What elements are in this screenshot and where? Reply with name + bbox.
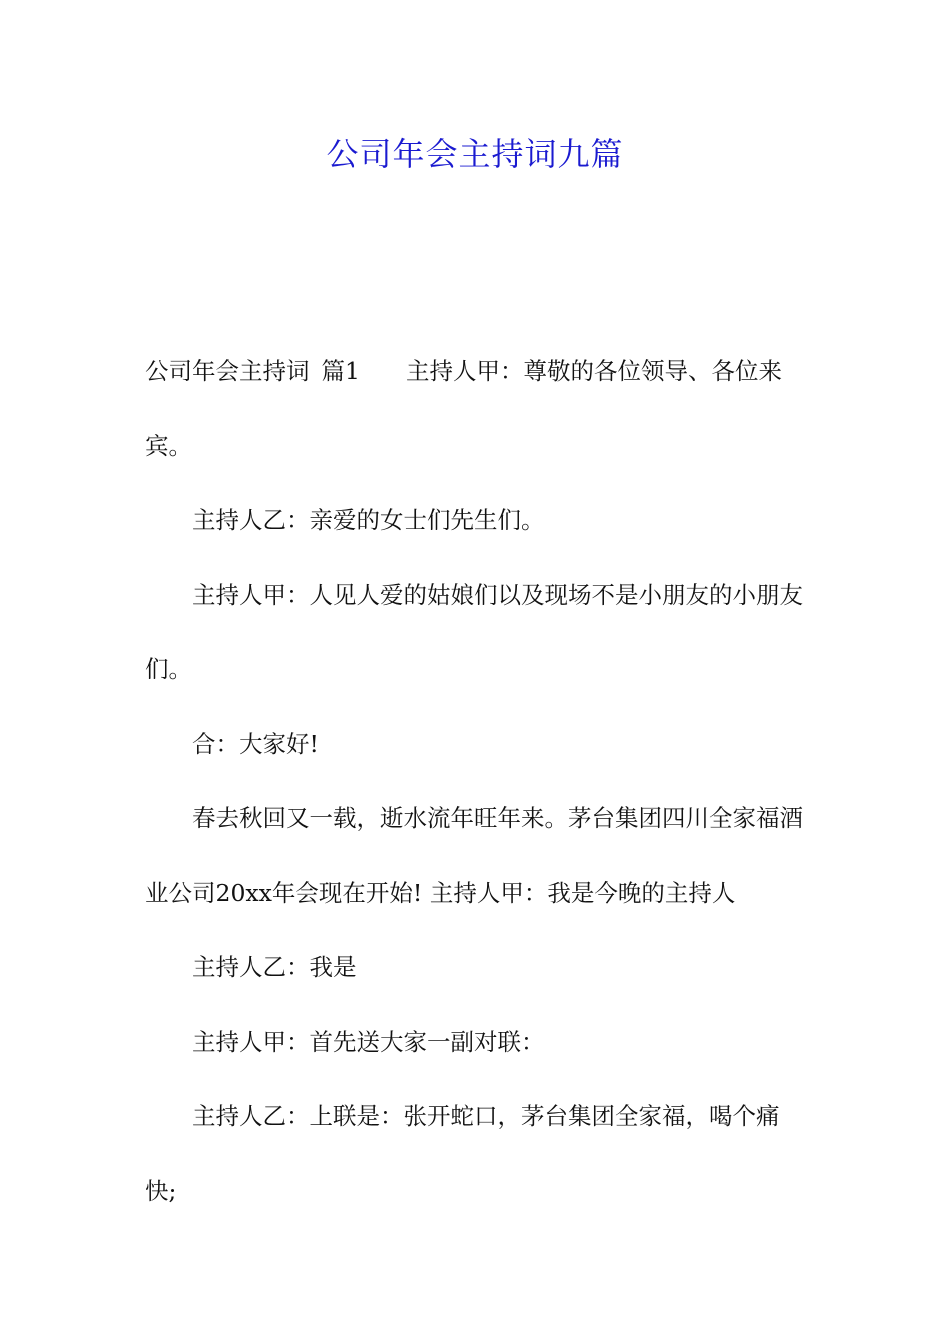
section-number: 篇1 bbox=[321, 357, 360, 385]
paragraph: 主持人乙：亲爱的女士们先生们。 bbox=[192, 506, 545, 534]
paragraph-1 bbox=[145, 334, 807, 483]
document-body bbox=[145, 334, 807, 1228]
section-heading: 公司年会主持词 bbox=[145, 357, 310, 385]
document-title: 公司年会主持词九篇 bbox=[326, 135, 624, 173]
paragraph: 主持人甲：人见人爱的姑娘们以及现场不是小朋友的小朋友们。 bbox=[145, 580, 803, 683]
paragraph: 春去秋回又一载，逝水流年旺年来。茅台集团四川全家福酒业公司20xx年会现在开始! 主持人甲：我是今晚的主持人 bbox=[145, 804, 803, 907]
paragraph: 主持人乙：我是 bbox=[192, 953, 357, 981]
paragraph-1-text: 主持人甲：尊敬的各位领导、各位来宾。 bbox=[145, 357, 782, 460]
paragraph: 主持人乙：上联是：张开蛇口，茅台集团全家福，喝个痛快; bbox=[145, 1102, 780, 1205]
paragraph: 合：大家好! bbox=[192, 729, 319, 758]
paragraph: 主持人甲：首先送大家一副对联： bbox=[192, 1027, 545, 1056]
